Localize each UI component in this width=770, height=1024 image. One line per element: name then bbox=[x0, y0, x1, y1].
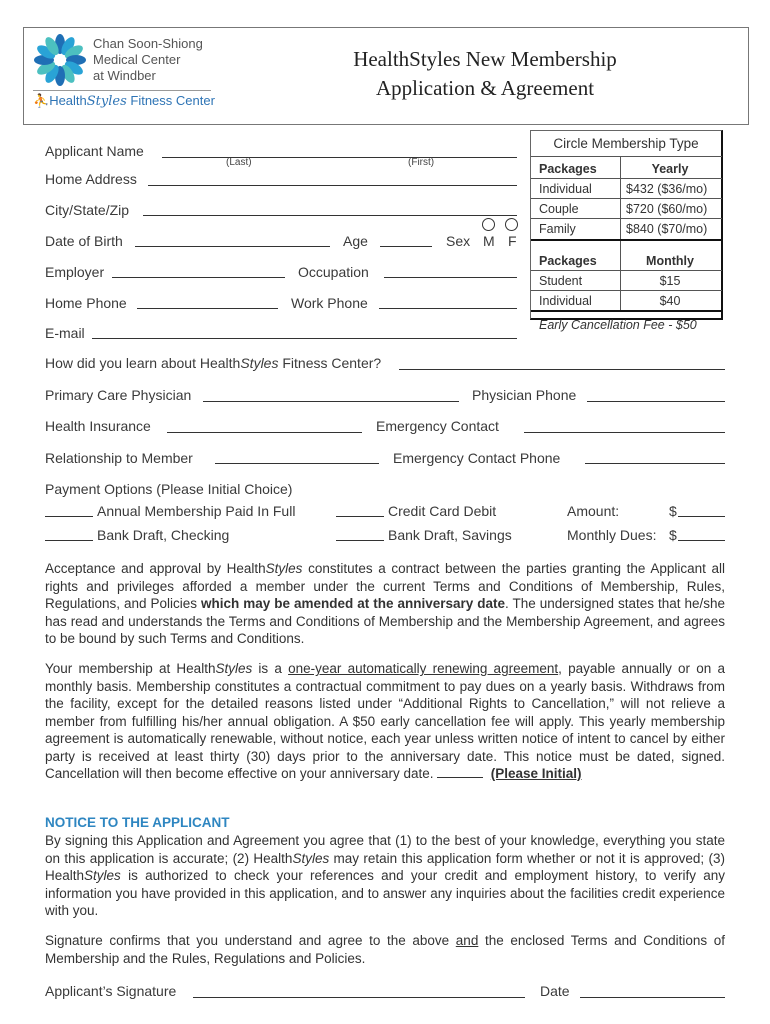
monthly-row-1-package[interactable]: Student bbox=[539, 274, 583, 288]
p2-c: , payable annually or on a monthly basis. Membership constitutes a contractual commitment to pay dues on a yearly basis. Withdraws from the facility, except for the detailed reasons listed under “Additional Rights to Cancellation,” will not relieve a member from fulfilling his/her annual obligation. A $50 early cancellation fee will apply. This yearly membership agreement is automatically renewable, without notice, each year unless written notice of intent to cancel by either party is received at least thirty (30) days prior to the anniversary date. This notice must be dated, signed. Cancellation will then become effective on your anniversary date. bbox=[45, 661, 725, 781]
city-state-zip-field[interactable] bbox=[143, 215, 517, 216]
date-of-birth-label: Date of Birth bbox=[45, 233, 123, 249]
p3-c: is authorized to check your references and your credit and employment history, to verify any information you have provided in this application, and to answer any inquiries about the facilities credit experience with you. bbox=[45, 868, 725, 918]
learn-pre: How did you learn about Health bbox=[45, 355, 241, 371]
applicant-name-field[interactable] bbox=[162, 157, 517, 158]
occupation-field[interactable] bbox=[384, 277, 517, 278]
yearly-row-3-price: $840 ($70/mo) bbox=[626, 222, 708, 236]
city-state-zip-label: City/State/Zip bbox=[45, 202, 130, 218]
emergency-contact-field[interactable] bbox=[524, 432, 725, 433]
credit-card-label: Credit Card Debit bbox=[388, 503, 497, 519]
yearly-row-1-price: $432 ($36/mo) bbox=[626, 182, 708, 196]
home-address-field[interactable] bbox=[148, 185, 517, 186]
page-title-line-1: HealthStyles New Membership bbox=[353, 47, 617, 71]
page-title-line-2: Application & Agreement bbox=[375, 76, 595, 100]
table-rule bbox=[531, 239, 722, 241]
p3-a: By signing this Application and Agreement you agree that (1) to the best of your knowledge, everything you state on this application is accurate; (2) Health bbox=[45, 833, 725, 866]
monthly-row-2-package[interactable]: Individual bbox=[539, 294, 592, 308]
physician-phone-field[interactable] bbox=[587, 401, 725, 402]
primary-care-field[interactable] bbox=[203, 401, 459, 402]
amount-dollar-sign: $ bbox=[669, 503, 677, 519]
yearly-header: Yearly bbox=[651, 162, 689, 176]
yearly-row-2-package[interactable]: Couple bbox=[539, 202, 579, 216]
relationship-label: Relationship to Member bbox=[45, 450, 193, 466]
signature-paragraph bbox=[45, 932, 725, 967]
table-rule bbox=[531, 290, 722, 291]
yearly-row-1-package[interactable]: Individual bbox=[539, 182, 592, 196]
sex-female-radio[interactable] bbox=[505, 218, 518, 231]
learn-about-label bbox=[45, 355, 381, 371]
p1-c: . The undersigned states that he/she has read and understands the Terms and Conditions of Membership and the Membership Agreement, and agrees to be bound by such Terms and Conditions. bbox=[45, 596, 726, 646]
checking-initial-field[interactable] bbox=[45, 540, 93, 541]
bank-draft-savings-label: Bank Draft, Savings bbox=[388, 527, 512, 543]
health-insurance-field[interactable] bbox=[167, 432, 362, 433]
bank-draft-checking-label: Bank Draft, Checking bbox=[97, 527, 230, 543]
p1-b: constitutes a contract between the parties granting the Applicant all rights and privileges afforded a member under the current Terms and Conditions of Membership, Rules, Regulations, and Policies bbox=[45, 561, 726, 611]
amount-field[interactable] bbox=[678, 516, 725, 517]
p1-bold: which may be amended at the anniversary date bbox=[201, 596, 505, 611]
monthly-row-2-price: $40 bbox=[659, 294, 681, 308]
p4-b: the enclosed Terms and Conditions of Membership and the Rules, Regulations and Policies. bbox=[45, 933, 725, 966]
org-name-line-2: Medical Center bbox=[93, 52, 181, 67]
please-initial: (Please Initial) bbox=[490, 766, 582, 781]
monthly-row-1-price: $15 bbox=[659, 274, 681, 288]
yearly-row-2-price: $720 ($60/mo) bbox=[626, 202, 708, 216]
savings-initial-field[interactable] bbox=[336, 540, 384, 541]
sex-label: Sex bbox=[446, 233, 471, 249]
p2-styles: Styles bbox=[215, 661, 253, 676]
monthly-dues-field[interactable] bbox=[678, 540, 725, 541]
p3-b: may retain this application form whether or not it is approved; (3) Health bbox=[45, 850, 725, 883]
monthly-packages-header: Packages bbox=[539, 254, 597, 268]
runner-icon: ⛹ bbox=[33, 93, 50, 108]
email-field[interactable] bbox=[92, 338, 517, 339]
initial-field[interactable] bbox=[437, 767, 483, 778]
employer-field[interactable] bbox=[112, 277, 285, 278]
last-name-hint: (Last) bbox=[226, 157, 252, 168]
fitness-center-logo bbox=[33, 93, 215, 109]
org-name-line-3: at Windber bbox=[93, 68, 156, 83]
home-phone-label: Home Phone bbox=[45, 295, 127, 311]
acceptance-paragraph bbox=[45, 560, 725, 648]
home-phone-field[interactable] bbox=[137, 308, 278, 309]
p4-a: Signature confirms that you understand and agree to the above bbox=[45, 933, 456, 948]
monthly-header: Monthly bbox=[646, 254, 694, 268]
sex-male-radio[interactable] bbox=[482, 218, 495, 231]
p2-b: is a bbox=[252, 661, 289, 676]
table-rule bbox=[531, 270, 722, 271]
membership-paragraph bbox=[45, 660, 725, 783]
p2-underline: one-year automatically renewing agreement bbox=[288, 661, 559, 676]
signature-label: Applicant’s Signature bbox=[45, 983, 177, 999]
yearly-row-3-package[interactable]: Family bbox=[539, 222, 576, 236]
table-rule bbox=[531, 218, 722, 219]
learn-about-field[interactable] bbox=[399, 369, 725, 370]
p3-styles: Styles bbox=[292, 850, 330, 866]
table-rule bbox=[531, 310, 722, 312]
org-name-line-1: Chan Soon-Shiong bbox=[93, 36, 203, 51]
fitness-post: Fitness Center bbox=[126, 93, 215, 108]
employer-label: Employer bbox=[45, 264, 105, 280]
table-rule bbox=[531, 198, 722, 199]
emergency-phone-field[interactable] bbox=[585, 463, 725, 464]
health-insurance-label: Health Insurance bbox=[45, 418, 151, 434]
sex-female-label: F bbox=[508, 233, 517, 249]
medical-center-logo-icon bbox=[33, 33, 87, 87]
payment-options-heading: Payment Options (Please Initial Choice) bbox=[45, 481, 293, 497]
age-field[interactable] bbox=[380, 246, 432, 247]
early-cancellation-fee: Early Cancellation Fee - $50 bbox=[539, 318, 697, 332]
notice-paragraph bbox=[45, 832, 725, 920]
logo-divider bbox=[33, 90, 211, 91]
first-name-hint: (First) bbox=[408, 157, 435, 168]
email-label: E-mail bbox=[45, 325, 85, 341]
learn-post: Fitness Center? bbox=[278, 355, 382, 371]
emergency-phone-label: Emergency Contact Phone bbox=[393, 450, 561, 466]
p1-a: Acceptance and approval by Health bbox=[45, 561, 266, 576]
p1-styles: Styles bbox=[265, 561, 303, 576]
amount-label: Amount: bbox=[567, 503, 620, 519]
monthly-dues-label: Monthly Dues: bbox=[567, 527, 657, 543]
monthly-dollar-sign: $ bbox=[669, 527, 677, 543]
age-label: Age bbox=[343, 233, 368, 249]
date-label: Date bbox=[540, 983, 570, 999]
yearly-packages-header: Packages bbox=[539, 162, 597, 176]
table-rule bbox=[531, 178, 722, 179]
date-field[interactable] bbox=[580, 997, 725, 998]
table-rule bbox=[531, 156, 722, 157]
table-divider bbox=[620, 241, 621, 310]
signature-field[interactable] bbox=[193, 997, 525, 998]
work-phone-field[interactable] bbox=[379, 308, 517, 309]
membership-table-title: Circle Membership Type bbox=[553, 136, 699, 151]
credit-initial-field[interactable] bbox=[336, 516, 384, 517]
learn-styles: Styles bbox=[240, 355, 279, 371]
applicant-name-label: Applicant Name bbox=[45, 143, 144, 159]
occupation-label: Occupation bbox=[298, 264, 369, 280]
annual-initial-field[interactable] bbox=[45, 516, 93, 517]
relationship-field[interactable] bbox=[215, 463, 379, 464]
sex-male-label: M bbox=[483, 233, 495, 249]
fitness-pre: Health bbox=[49, 93, 87, 108]
emergency-contact-label: Emergency Contact bbox=[376, 418, 499, 434]
fitness-styles: Styles bbox=[86, 94, 127, 109]
p3-styles-2: Styles bbox=[84, 868, 121, 883]
date-of-birth-field[interactable] bbox=[135, 246, 330, 247]
p4-and: and bbox=[455, 933, 479, 948]
physician-phone-label: Physician Phone bbox=[472, 387, 577, 403]
primary-care-label: Primary Care Physician bbox=[45, 387, 192, 403]
home-address-label: Home Address bbox=[45, 171, 137, 187]
p2-a: Your membership at Health bbox=[45, 661, 216, 676]
notice-heading: NOTICE TO THE APPLICANT bbox=[45, 815, 230, 830]
annual-paid-label: Annual Membership Paid In Full bbox=[97, 503, 296, 519]
work-phone-label: Work Phone bbox=[291, 295, 368, 311]
